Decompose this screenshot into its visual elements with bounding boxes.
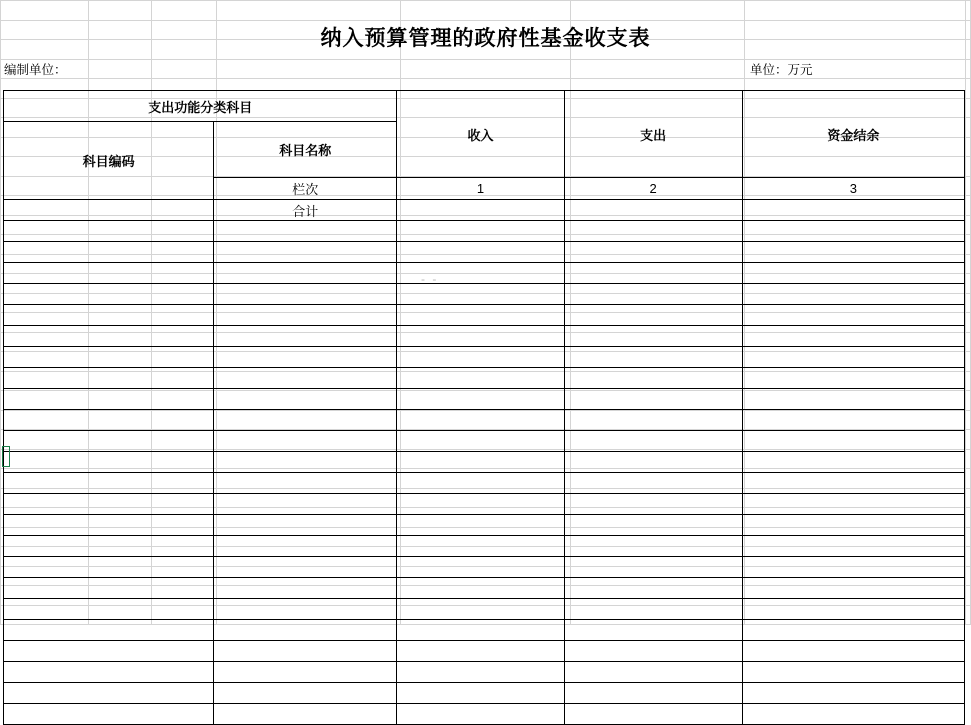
table-row[interactable] [4, 389, 965, 410]
budget-fund-table [3, 90, 965, 725]
table-cell-expense[interactable] [564, 494, 742, 515]
table-row[interactable] [4, 515, 965, 536]
table-row[interactable] [4, 326, 965, 347]
table-row[interactable] [4, 221, 965, 242]
table-row[interactable] [4, 305, 965, 326]
table-cell-balance[interactable] [742, 326, 964, 347]
table-cell-expense[interactable] [564, 662, 742, 683]
table-cell-expense[interactable] [564, 410, 742, 431]
table-cell-income[interactable] [397, 221, 564, 242]
table-cell-balance[interactable] [742, 578, 964, 599]
table-cell-name[interactable] [214, 494, 397, 515]
table-cell-code[interactable] [4, 704, 214, 725]
table-cell-name[interactable] [214, 704, 397, 725]
table-row[interactable] [4, 473, 965, 494]
table-row[interactable] [4, 599, 965, 620]
table-cell-balance[interactable] [742, 284, 964, 305]
table-cell-code[interactable] [4, 536, 214, 557]
table-cell-balance[interactable] [742, 410, 964, 431]
table-cell-name[interactable] [214, 620, 397, 641]
table-cell-code[interactable] [4, 620, 214, 641]
table-cell-name[interactable] [214, 221, 397, 242]
header-subject-code: 科目编码 [4, 122, 214, 200]
table-cell-code[interactable] [4, 578, 214, 599]
table-cell-code[interactable] [4, 452, 214, 473]
header-balance: 资金结余 [742, 91, 964, 178]
table-cell-balance[interactable] [742, 242, 964, 263]
table-cell-balance[interactable] [742, 599, 964, 620]
table-row[interactable] [4, 662, 965, 683]
table-cell-expense[interactable] [564, 242, 742, 263]
table-cell-balance[interactable] [742, 662, 964, 683]
table-row[interactable] [4, 704, 965, 725]
table-cell-expense[interactable] [564, 368, 742, 389]
table-cell-income[interactable] [397, 410, 564, 431]
table-cell-income[interactable] [397, 305, 564, 326]
table-cell-name[interactable] [214, 347, 397, 368]
table-cell-code[interactable] [4, 662, 214, 683]
table-row[interactable] [4, 263, 965, 284]
table-cell-code[interactable] [4, 326, 214, 347]
stray-dash-mark: - - [421, 272, 439, 286]
table-cell-income[interactable] [397, 515, 564, 536]
header-income: 收入 [397, 91, 564, 178]
table-cell-expense[interactable] [564, 452, 742, 473]
table-cell-expense[interactable] [564, 221, 742, 242]
table-cell-income[interactable] [397, 620, 564, 641]
prepared-by-label: 编制单位： [4, 63, 67, 77]
table-cell-name[interactable] [214, 578, 397, 599]
table-row[interactable] [4, 683, 965, 704]
table-cell-expense[interactable] [564, 515, 742, 536]
table-cell-code[interactable] [4, 515, 214, 536]
table-cell-name[interactable] [214, 536, 397, 557]
table-cell-income[interactable] [397, 641, 564, 662]
total-row-income[interactable] [397, 200, 564, 221]
table-row[interactable] [4, 410, 965, 431]
table-cell-code[interactable] [4, 242, 214, 263]
table-cell-name[interactable] [214, 410, 397, 431]
table-cell-name[interactable] [214, 431, 397, 452]
table-cell-code[interactable] [4, 431, 214, 452]
table-row[interactable] [4, 578, 965, 599]
lan-number-balance: 3 [742, 178, 964, 200]
table-cell-expense[interactable] [564, 683, 742, 704]
table-cell-balance[interactable] [742, 389, 964, 410]
table-cell-name[interactable] [214, 389, 397, 410]
table-cell-expense[interactable] [564, 641, 742, 662]
table-cell-name[interactable] [214, 683, 397, 704]
table-cell-balance[interactable] [742, 683, 964, 704]
table-cell-balance[interactable] [742, 221, 964, 242]
table-cell-expense[interactable] [564, 599, 742, 620]
table-cell-balance[interactable] [742, 452, 964, 473]
total-row-label[interactable]: 合计 [214, 200, 397, 221]
table-cell-expense[interactable] [564, 536, 742, 557]
table-cell-expense[interactable] [564, 305, 742, 326]
table-cell-name[interactable] [214, 599, 397, 620]
table-cell-income[interactable] [397, 599, 564, 620]
table-cell-code[interactable] [4, 221, 214, 242]
table-cell-name[interactable] [214, 557, 397, 578]
total-row-balance[interactable] [742, 200, 964, 221]
table-cell-name[interactable] [214, 662, 397, 683]
table-row[interactable] [4, 536, 965, 557]
table-cell-income[interactable] [397, 326, 564, 347]
table-row[interactable] [4, 557, 965, 578]
table-cell-balance[interactable] [742, 347, 964, 368]
lan-number-income: 1 [397, 178, 564, 200]
table-cell-expense[interactable] [564, 704, 742, 725]
table-cell-income[interactable] [397, 389, 564, 410]
unit-note-label: 单位：万元 [750, 63, 813, 77]
table-cell-name[interactable] [214, 368, 397, 389]
table-cell-balance[interactable] [742, 368, 964, 389]
table-total-row[interactable] [4, 200, 965, 221]
table-cell-code[interactable] [4, 389, 214, 410]
lan-label: 栏次 [214, 178, 397, 200]
table-body [4, 221, 965, 725]
table-cell-name[interactable] [214, 473, 397, 494]
table-row[interactable] [4, 284, 965, 305]
header-expense-function-group: 支出功能分类科目 [4, 91, 397, 122]
table-cell-name[interactable] [214, 242, 397, 263]
total-row-code[interactable] [4, 200, 214, 221]
table-cell-expense[interactable] [564, 620, 742, 641]
table-row[interactable] [4, 347, 965, 368]
table-cell-expense[interactable] [564, 389, 742, 410]
table-cell-name[interactable] [214, 641, 397, 662]
active-cell-indicator[interactable] [2, 446, 10, 467]
table-cell-code[interactable] [4, 473, 214, 494]
table-cell-balance[interactable] [742, 641, 964, 662]
table-cell-income[interactable] [397, 284, 564, 305]
table-cell-code[interactable] [4, 284, 214, 305]
table-cell-income[interactable] [397, 347, 564, 368]
table-cell-balance[interactable] [742, 515, 964, 536]
table-cell-code[interactable] [4, 599, 214, 620]
table-cell-income[interactable] [397, 368, 564, 389]
page-title: 纳入预算管理的政府性基金收支表 [320, 26, 651, 50]
table-cell-balance[interactable] [742, 473, 964, 494]
table-cell-expense[interactable] [564, 431, 742, 452]
table-cell-balance[interactable] [742, 557, 964, 578]
table-row[interactable] [4, 368, 965, 389]
table-cell-income[interactable] [397, 557, 564, 578]
table-cell-name[interactable] [214, 515, 397, 536]
table-cell-name[interactable] [214, 263, 397, 284]
table-row[interactable] [4, 620, 965, 641]
table-cell-code[interactable] [4, 641, 214, 662]
table-cell-income[interactable] [397, 494, 564, 515]
table-header-group-row [4, 91, 965, 122]
table-cell-expense[interactable] [564, 557, 742, 578]
table-cell-name[interactable] [214, 326, 397, 347]
table-cell-expense[interactable] [564, 578, 742, 599]
table-row[interactable] [4, 452, 965, 473]
table-cell-name[interactable] [214, 452, 397, 473]
table-cell-expense[interactable] [564, 473, 742, 494]
table-cell-code[interactable] [4, 494, 214, 515]
table-cell-balance[interactable] [742, 494, 964, 515]
total-row-expense[interactable] [564, 200, 742, 221]
table-cell-income[interactable] [397, 704, 564, 725]
table-cell-income[interactable] [397, 452, 564, 473]
table-cell-code[interactable] [4, 557, 214, 578]
table-cell-income[interactable] [397, 683, 564, 704]
header-subject-name: 科目名称 [214, 122, 397, 178]
table-cell-balance[interactable] [742, 704, 964, 725]
table-cell-expense[interactable] [564, 263, 742, 284]
table-cell-balance[interactable] [742, 263, 964, 284]
header-expense: 支出 [564, 91, 742, 178]
table-cell-income[interactable] [397, 662, 564, 683]
table-row[interactable] [4, 431, 965, 452]
table-cell-balance[interactable] [742, 620, 964, 641]
table-row[interactable] [4, 641, 965, 662]
table-cell-code[interactable] [4, 347, 214, 368]
table-row[interactable] [4, 494, 965, 515]
table-cell-code[interactable] [4, 263, 214, 284]
table-cell-code[interactable] [4, 368, 214, 389]
table-cell-expense[interactable] [564, 347, 742, 368]
table-cell-income[interactable] [397, 431, 564, 452]
table-cell-expense[interactable] [564, 284, 742, 305]
table-cell-code[interactable] [4, 410, 214, 431]
table-cell-income[interactable] [397, 578, 564, 599]
table-cell-balance[interactable] [742, 431, 964, 452]
table-cell-code[interactable] [4, 305, 214, 326]
table-cell-balance[interactable] [742, 536, 964, 557]
table-cell-code[interactable] [4, 683, 214, 704]
table-row[interactable] [4, 242, 965, 263]
table-cell-expense[interactable] [564, 326, 742, 347]
table-cell-name[interactable] [214, 284, 397, 305]
table-cell-balance[interactable] [742, 305, 964, 326]
table-cell-income[interactable] [397, 473, 564, 494]
table-cell-income[interactable] [397, 536, 564, 557]
lan-number-expense: 2 [564, 178, 742, 200]
table-cell-income[interactable] [397, 242, 564, 263]
table-cell-name[interactable] [214, 305, 397, 326]
